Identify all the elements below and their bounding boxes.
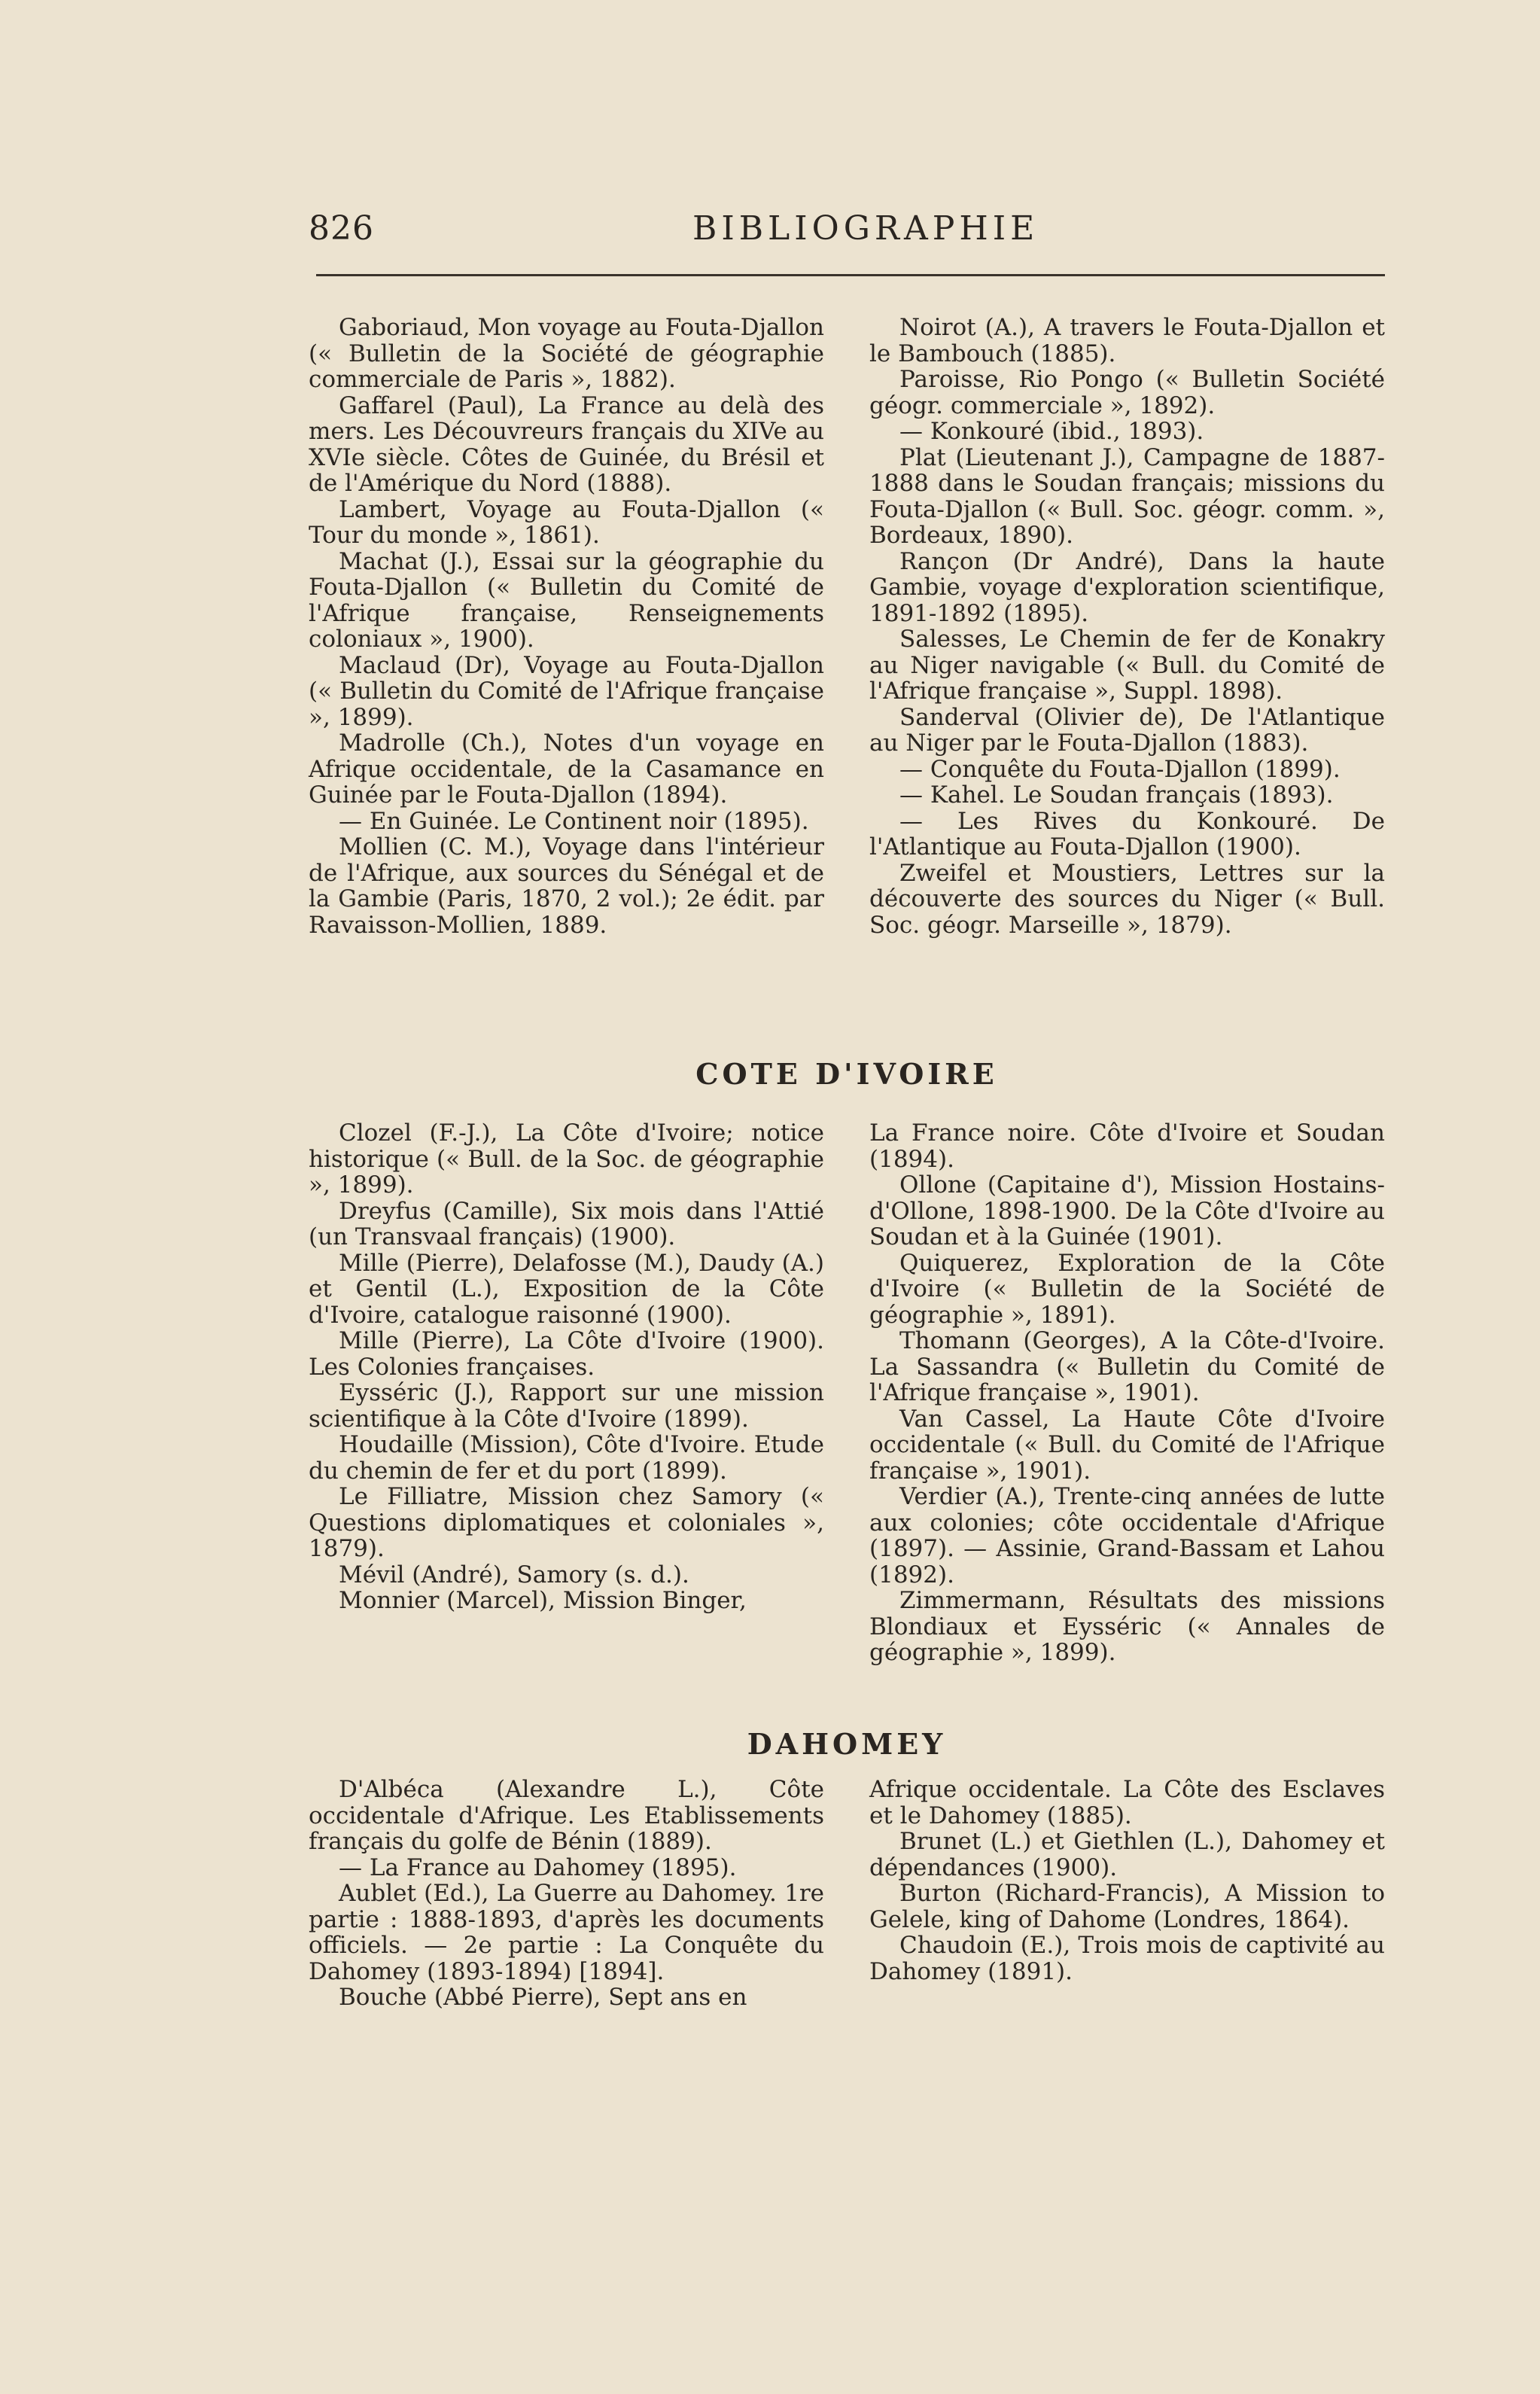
bib-entry: Brunet (L.) et Giethlen (L.), Dahomey et dépendances (1900).: [869, 1828, 1385, 1881]
bib-entry: Mille (Pierre), Delafosse (M.), Daudy (A.) et Gentil (L.), Exposition de la Côte d'Ivoire, catalogue raisonné (1900).: [309, 1249, 824, 1329]
bib-entry: Ollone (Capitaine d'), Mission Hostains-d'Ollone, 1898-1900. De la Côte d'Ivoire au Soudan et à la Guinée (1901).: [869, 1171, 1385, 1250]
bib-entry: Maclaud (Dr), Voyage au Fouta-Djallon (« Bulletin du Comité de l'Afrique française », 1899).: [309, 651, 824, 731]
bib-entry: Dreyfus (Camille), Six mois dans l'Attié (un Transvaal français) (1900).: [309, 1197, 824, 1250]
bib-entry: — Kahel. Le Soudan français (1893).: [899, 781, 1334, 809]
bib-entry: D'Albéca (Alexandre L.), Côte occidentale d'Afrique. Les Etablissements français du golfe de Bénin (1889).: [309, 1776, 824, 1855]
bib-entry: Noirot (A.), A travers le Fouta-Djallon et le Bambouch (1885).: [869, 314, 1385, 367]
page-number: 826: [309, 209, 374, 248]
bib-entry: Mollien (C. M.), Voyage dans l'intérieur de l'Afrique, aux sources du Sénégal et de la Gambie (Paris, 1870, 2 vol.); 2e édit. par Ravaisson-Mollien, 1889.: [309, 833, 824, 939]
bib-entry: Houdaille (Mission), Côte d'Ivoire. Etude du chemin de fer et du port (1899).: [309, 1431, 824, 1485]
bib-entry: Zweifel et Moustiers, Lettres sur la découverte des sources du Niger (« Bull. Soc. géogr. Marseille », 1879).: [869, 859, 1385, 939]
bib-entry: Gaboriaud, Mon voyage au Fouta-Djallon (« Bulletin de la Société de géographie commerciale de Paris », 1882).: [309, 314, 824, 393]
bib-entry: Afrique occidentale. La Côte des Esclaves et le Dahomey (1885).: [869, 1776, 1385, 1829]
right-column: [869, 1120, 1385, 1666]
bib-entry: Sanderval (Olivier de), De l'Atlantique au Niger par le Fouta-Djallon (1883).: [869, 703, 1385, 757]
bib-entry: Madrolle (Ch.), Notes d'un voyage en Afrique occidentale, de la Casamance en Guinée par le Fouta-Djallon (1894).: [309, 729, 824, 809]
right-column: [869, 315, 1385, 938]
left-column: [309, 315, 824, 938]
header-rule: [316, 274, 1385, 276]
bib-entry: La France noire. Côte d'Ivoire et Soudan (1894).: [869, 1119, 1385, 1173]
bib-entry: Rançon (Dr André), Dans la haute Gambie, voyage d'exploration scientifique, 1891-1892 (1895).: [869, 547, 1385, 627]
bib-entry: Le Filliatre, Mission chez Samory (« Questions diplomatiques et coloniales », 1879).: [309, 1483, 824, 1562]
section-fouta-djallon: [309, 315, 1385, 1022]
bib-entry: Mévil (André), Samory (s. d.).: [339, 1561, 689, 1588]
left-column: [309, 1120, 824, 1614]
bib-entry: Verdier (A.), Trente-cinq années de lutte aux colonies; côte occidentale d'Afrique (1897). — Assinie, Grand-Bassam et Lahou (1892).: [869, 1483, 1385, 1588]
bib-entry: Lambert, Voyage au Fouta-Djallon (« Tour du monde », 1861).: [309, 495, 824, 549]
bib-entry: Van Cassel, La Haute Côte d'Ivoire occidentale (« Bull. du Comité de l'Afrique française », 1901).: [869, 1405, 1385, 1485]
right-column: [869, 1777, 1385, 1984]
bib-entry: Bouche (Abbé Pierre), Sept ans en: [339, 1984, 747, 2011]
bib-entry: Monnier (Marcel), Mission Binger,: [339, 1587, 747, 1614]
bib-entry: Chaudoin (E.), Trois mois de captivité au Dahomey (1891).: [869, 1932, 1385, 1985]
bib-entry: Zimmermann, Résultats des missions Blondiaux et Eysséric (« Annales de géographie », 1899).: [869, 1587, 1385, 1666]
bib-entry: Plat (Lieutenant J.), Campagne de 1887-1888 dans le Soudan français; missions du Fouta-Djallon (« Bull. Soc. géogr. comm. », Bordeaux, 1890).: [869, 443, 1385, 549]
section-heading-cote-divoire: COTE D'IVOIRE: [695, 1057, 998, 1091]
left-column: [309, 1777, 824, 2011]
bib-entry: Clozel (F.-J.), La Côte d'Ivoire; notice historique (« Bull. de la Soc. de géographie », 1899).: [309, 1119, 824, 1199]
bib-entry: — Les Rives du Konkouré. De l'Atlantique au Fouta-Djallon (1900).: [869, 807, 1385, 860]
bib-entry: Quiquerez, Exploration de la Côte d'Ivoire (« Bulletin de la Société de géographie », 1891).: [869, 1249, 1385, 1329]
bib-entry: Thomann (Georges), A la Côte-d'Ivoire. La Sassandra (« Bulletin du Comité de l'Afrique française », 1901).: [869, 1327, 1385, 1406]
bib-entry: Gaffarel (Paul), La France au delà des mers. Les Découvreurs français du XIVe au XVIe siècle. Côtes de Guinée, du Brésil et de l'Amérique du Nord (1888).: [309, 391, 824, 497]
bib-entry: — La France au Dahomey (1895).: [339, 1853, 737, 1881]
bib-entry: Aublet (Ed.), La Guerre au Dahomey. 1re partie : 1888-1893, d'après les documents officiels. — 2e partie : La Conquête du Dahomey (1893-1894) [1894].: [309, 1880, 824, 1985]
running-head: [309, 209, 1385, 254]
bib-entry: Machat (J.), Essai sur la géographie du Fouta-Djallon (« Bulletin du Comité de l'Afrique française, Renseignements coloniaux », 1900).: [309, 547, 824, 653]
section-cote-divoire: [309, 1120, 1385, 1707]
bib-entry: Burton (Richard-Francis), A Mission to Gelele, king of Dahome (Londres, 1864).: [869, 1880, 1385, 1933]
bib-entry: Salesses, Le Chemin de fer de Konakry au Niger navigable (« Bull. du Comité de l'Afrique française », Suppl. 1898).: [869, 626, 1385, 705]
bib-entry: — Konkouré (ibid., 1893).: [899, 418, 1204, 445]
bib-entry: — Conquête du Fouta-Djallon (1899).: [899, 755, 1341, 783]
bib-entry: Paroisse, Rio Pongo (« Bulletin Société géogr. commerciale », 1892).: [869, 366, 1385, 419]
bib-entry: Mille (Pierre), La Côte d'Ivoire (1900). Les Colonies françaises.: [309, 1327, 824, 1381]
bib-entry: — En Guinée. Le Continent noir (1895).: [339, 807, 809, 835]
section-heading-dahomey: DAHOMEY: [747, 1727, 947, 1761]
running-title: BIBLIOGRAPHIE: [692, 209, 1039, 248]
bib-entry: Eysséric (J.), Rapport sur une mission scientifique à la Côte d'Ivoire (1899).: [309, 1379, 824, 1433]
section-dahomey: [309, 1777, 1385, 2078]
